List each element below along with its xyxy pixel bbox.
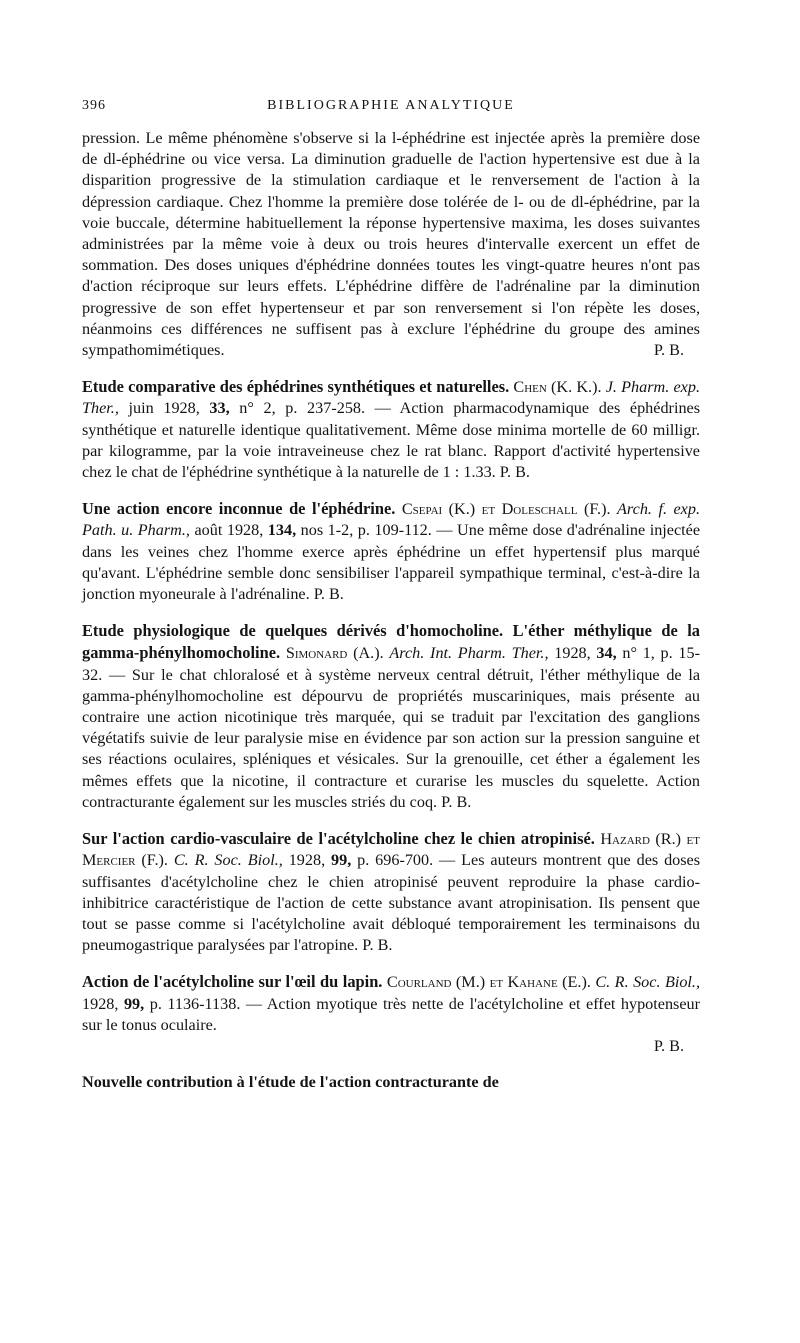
- entry-authors: Chen (K. K.).: [513, 378, 602, 397]
- entry-journal: C. R. Soc. Biol.,: [595, 973, 701, 992]
- entry-date: 1928,: [82, 994, 119, 1013]
- entry-volume: 134,: [267, 521, 297, 540]
- entry-authors: Csepai (K.) et Doleschall (F.).: [401, 500, 611, 519]
- signature: P. B.: [313, 585, 344, 604]
- entry-volume: 34,: [596, 644, 617, 663]
- entry-abstract: Sur le chat chloralosé et à système nerveux central détruit, l'éther méthylique de la gamma-phénylhomocholine est dépourvu de propriétés muscariniques, mais présente au contraire une action nicotinique très marquée, qui se traduit par l'excitation des ganglions végétatifs suivie de leur paralysie mise en évidence par son action sur la pression sanguine et ses réactions oculaires, spléniques et vésicales. Sur la grenouille, cet éther a également les mêmes effets que la nicotine, il contracture et curarise les muscles du squelette. Action contracturante également sur les muscles striés du coq.: [82, 665, 701, 811]
- entry-journal: Arch. f. exp. Path. u. Pharm.,: [82, 500, 700, 540]
- entry-title: Nouvelle contribution à l'étude de l'action contracturante de: [82, 1073, 499, 1092]
- signature: P. B.: [653, 341, 684, 360]
- entry-title: Action de l'acétylcholine sur l'œil du lapin.: [82, 972, 383, 992]
- entry-volume: 99,: [123, 994, 145, 1013]
- continuation-text: pression. Le même phénomène s'observe si la l-éphédrine est injectée après la première dose de dl-éphédrine ou vice versa. La diminution graduelle de l'action hypertensive est due à la disparition progressive de la stimulation cardiaque et le renversement de l'action à la dépression cardiaque. Chez l'homme la première dose tolérée de l- ou de dl-éphédrine, par la voie buccale, détermine habituellement la réponse hypertensive maxima, les doses suivantes administrées par la même voie à deux ou trois heures d'intervalle exercent un effet de sommation. Des doses uniques d'éphédrine données toutes les vingt-quatre heures n'ont pas d'action réciproque sur leurs effets. L'éphédrine diffère de l'adrénaline par la diminution progressive de son effet hypertenseur et par son renversement si l'on répète les doses, néanmoins ces différences ne suffisent pas à exclure l'éphédrine du groupe des amines sympathomimétiques.: [82, 129, 700, 360]
- entry-journal: C. R. Soc. Biol.,: [173, 851, 283, 870]
- entry-abstract: Une même dose d'adrénaline injectée dans les veines chez l'homme exerce après éphédrine un effet hypertensif plus marqué qu'avant. L'éphédrine semble donc sensibiliser l'appareil sympathique terminal, c'est-à-dire la jonction myoneurale à l'adrénaline.: [82, 521, 701, 604]
- article-body: [82, 128, 700, 1093]
- entry-journal: Arch. Int. Pharm. Ther.,: [389, 644, 549, 663]
- entry-abstract: Action pharmacodynamique des éphédrines synthétique et naturelle identique qualitativement. Même dose minima mortelle de 60 milligr. par kilogramme, par la voie intraveineuse chez le rat blanc. Rapport d'activité hypertensive chez le chat de l'éphédrine synthétique à la naturelle de 1 : 1.33.: [82, 399, 701, 482]
- bibliography-entry: [82, 828, 700, 956]
- entry-journal: J. Pharm. exp. Ther.,: [82, 378, 700, 418]
- signature: P. B.: [441, 792, 472, 811]
- bibliography-entry: [82, 376, 700, 483]
- entry-date: juin 1928,: [128, 399, 200, 418]
- entry-title: Sur l'action cardio-vasculaire de l'acétylcholine chez le chien atropinisé.: [82, 829, 595, 849]
- entry-date: 1928,: [288, 851, 326, 870]
- bibliography-entry: [82, 620, 700, 813]
- entry-authors: Courland (M.) et Kahane (E.).: [386, 973, 591, 992]
- entry-volume: 99,: [331, 851, 352, 870]
- entry-title: Etude comparative des éphédrines synthétiques et naturelles.: [82, 377, 510, 397]
- running-title: BIBLIOGRAPHIE ANALYTIQUE: [267, 98, 515, 113]
- entry-volume: 33,: [209, 399, 230, 418]
- signature: P. B.: [499, 463, 530, 482]
- signature: P. B.: [653, 1036, 684, 1055]
- signature: P. B.: [362, 936, 393, 955]
- bibliography-entry: [82, 971, 700, 1057]
- entry-pages: p. 1136-1138. —: [149, 994, 263, 1013]
- entry-title: Etude physiologique de quelques dérivés d'homocholine. L'éther méthylique de la gamma-phénylhomocholine.: [82, 621, 700, 663]
- page-number: 396: [82, 98, 106, 113]
- continuation-paragraph: [82, 128, 700, 361]
- entry-authors: Hazard (R.) et Mercier (F.).: [82, 830, 700, 870]
- entry-date: août 1928,: [194, 521, 264, 540]
- entry-pages: nos 1-2, p. 109-112. —: [300, 521, 453, 540]
- entry-pages: p. 696-700. —: [357, 851, 456, 870]
- bibliography-entry: [82, 498, 700, 605]
- entry-title: Une action encore inconnue de l'éphédrine.: [82, 499, 396, 519]
- entry-pages: n° 2, p. 237-258. —: [239, 399, 391, 418]
- bibliography-entry: [82, 1072, 700, 1093]
- entry-abstract: Action myotique très nette de l'acétylcholine et effet hypotenseur sur le tonus oculaire.: [82, 994, 701, 1034]
- entry-authors: Simonard (A.).: [285, 644, 384, 663]
- entry-abstract: Les auteurs montrent que des doses suffisantes d'acétylcholine chez le chien atropinisé peuvent reproduire la phase cardio-inhibitrice caractéristique de l'action de cette substance avant atropinisation. Ils pensent que tout se passe comme si l'acétylcholine avait débloqué temporairement les terminaisons du pneumogastrique paralysées par l'atropine.: [82, 851, 701, 955]
- entry-date: 1928,: [554, 644, 591, 663]
- entry-pages: n° 1, p. 15-32. —: [82, 644, 701, 684]
